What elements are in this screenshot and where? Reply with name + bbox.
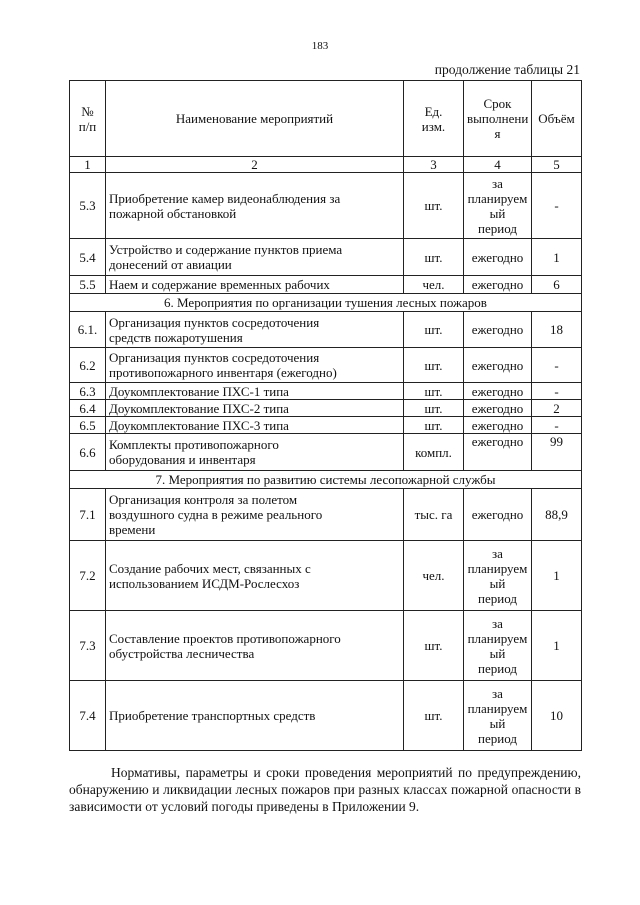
row-unit: шт. — [404, 681, 464, 751]
row-name: Создание рабочих мест, связанных с использованием ИСДМ-Рослесхоз — [106, 541, 404, 611]
row-num: 5.5 — [70, 276, 106, 294]
section-title-6: 6. Мероприятия по организации тушения лесных пожаров — [70, 294, 582, 312]
row-volume: 1 — [532, 239, 582, 276]
colnum-3: 3 — [404, 157, 464, 173]
table-row — [70, 276, 582, 294]
row-unit: чел. — [404, 541, 464, 611]
header-volume: Объём — [532, 81, 582, 157]
table-row — [70, 489, 582, 541]
row-name: Приобретение транспортных средств — [106, 681, 404, 751]
header-name: Наименование мероприятий — [106, 81, 404, 157]
table-row — [70, 611, 582, 681]
row-unit: шт. — [404, 348, 464, 383]
row-name: Наем и содержание временных рабочих — [106, 276, 404, 294]
row-num: 6.4 — [70, 400, 106, 417]
row-name: Организация контроля за полетом воздушного судна в режиме реального времени — [106, 489, 404, 541]
row-volume: 6 — [532, 276, 582, 294]
row-num: 6.3 — [70, 383, 106, 400]
row-term: ежегодно — [464, 383, 532, 400]
row-term: ежегодно — [464, 239, 532, 276]
row-num: 7.4 — [70, 681, 106, 751]
row-volume: - — [532, 417, 582, 434]
row-num: 6.1. — [70, 312, 106, 348]
row-unit: шт. — [404, 312, 464, 348]
measures-table — [69, 80, 582, 751]
row-volume: 2 — [532, 400, 582, 417]
colnum-4: 4 — [464, 157, 532, 173]
table-row — [70, 348, 582, 383]
row-volume: - — [532, 173, 582, 239]
table-header-row — [70, 81, 582, 157]
row-unit: шт. — [404, 239, 464, 276]
row-term: за планируем ый период — [464, 611, 532, 681]
row-unit: чел. — [404, 276, 464, 294]
row-name: Составление проектов противопожарного обустройства лесничества — [106, 611, 404, 681]
row-unit: компл. — [404, 434, 464, 471]
row-unit: шт. — [404, 400, 464, 417]
row-term: ежегодно — [464, 489, 532, 541]
row-term: за планируем ый период — [464, 173, 532, 239]
row-unit: шт. — [404, 417, 464, 434]
table-row — [70, 434, 582, 471]
row-num: 5.3 — [70, 173, 106, 239]
row-name: Доукомплектование ПХС-1 типа — [106, 383, 404, 400]
row-term: ежегодно — [464, 400, 532, 417]
section-title-7: 7. Мероприятия по развитию системы лесопожарной службы — [70, 471, 582, 489]
row-name: Доукомплектование ПХС-2 типа — [106, 400, 404, 417]
row-num: 6.2 — [70, 348, 106, 383]
body-paragraph: Нормативы, параметры и сроки проведения мероприятий по предупреждению, обнаружению и ликвидации лесных пожаров при разных классах пожарной опасности в зависимости от условий погоды приведены в Приложении 9. — [69, 764, 581, 814]
row-volume: - — [532, 348, 582, 383]
row-name: Организация пунктов сосредоточения средств пожаротушения — [106, 312, 404, 348]
row-term: ежегодно — [464, 417, 532, 434]
column-numbers-row — [70, 157, 582, 173]
row-name: Комплекты противопожарного оборудования и инвентаря — [106, 434, 404, 471]
section-row — [70, 471, 582, 489]
row-volume: 1 — [532, 541, 582, 611]
colnum-2: 2 — [106, 157, 404, 173]
table-row — [70, 681, 582, 751]
table-row — [70, 239, 582, 276]
row-name: Приобретение камер видеонаблюдения за пожарной обстановкой — [106, 173, 404, 239]
row-unit: тыс. га — [404, 489, 464, 541]
row-num: 7.2 — [70, 541, 106, 611]
table-row — [70, 312, 582, 348]
row-term: ежегодно — [464, 312, 532, 348]
row-term: за планируем ый период — [464, 681, 532, 751]
header-unit: Ед. изм. — [404, 81, 464, 157]
table-row — [70, 383, 582, 400]
page-number: 183 — [311, 40, 329, 52]
header-num: № п/п — [70, 81, 106, 157]
row-volume: 88,9 — [532, 489, 582, 541]
section-row — [70, 294, 582, 312]
row-num: 6.6 — [70, 434, 106, 471]
table-row — [70, 417, 582, 434]
row-num: 7.1 — [70, 489, 106, 541]
table-caption: продолжение таблицы 21 — [434, 62, 580, 77]
row-term: ежегодно — [464, 276, 532, 294]
row-name: Устройство и содержание пунктов приема донесений от авиации — [106, 239, 404, 276]
row-volume: - — [532, 383, 582, 400]
row-unit: шт. — [404, 173, 464, 239]
row-term: ежегодно — [464, 348, 532, 383]
header-term: Срок выполнени я — [464, 81, 532, 157]
table-row — [70, 173, 582, 239]
row-num: 7.3 — [70, 611, 106, 681]
row-volume: 18 — [532, 312, 582, 348]
row-volume: 1 — [532, 611, 582, 681]
colnum-1: 1 — [70, 157, 106, 173]
row-unit: шт. — [404, 383, 464, 400]
colnum-5: 5 — [532, 157, 582, 173]
row-volume: 10 — [532, 681, 582, 751]
row-term: ежегодно — [464, 434, 532, 471]
row-unit: шт. — [404, 611, 464, 681]
row-name: Организация пунктов сосредоточения противопожарного инвентаря (ежегодно) — [106, 348, 404, 383]
row-name: Доукомплектование ПХС-3 типа — [106, 417, 404, 434]
row-num: 6.5 — [70, 417, 106, 434]
table-row — [70, 541, 582, 611]
row-term: за планируем ый период — [464, 541, 532, 611]
row-num: 5.4 — [70, 239, 106, 276]
row-volume: 99 — [532, 434, 582, 471]
table-row — [70, 400, 582, 417]
